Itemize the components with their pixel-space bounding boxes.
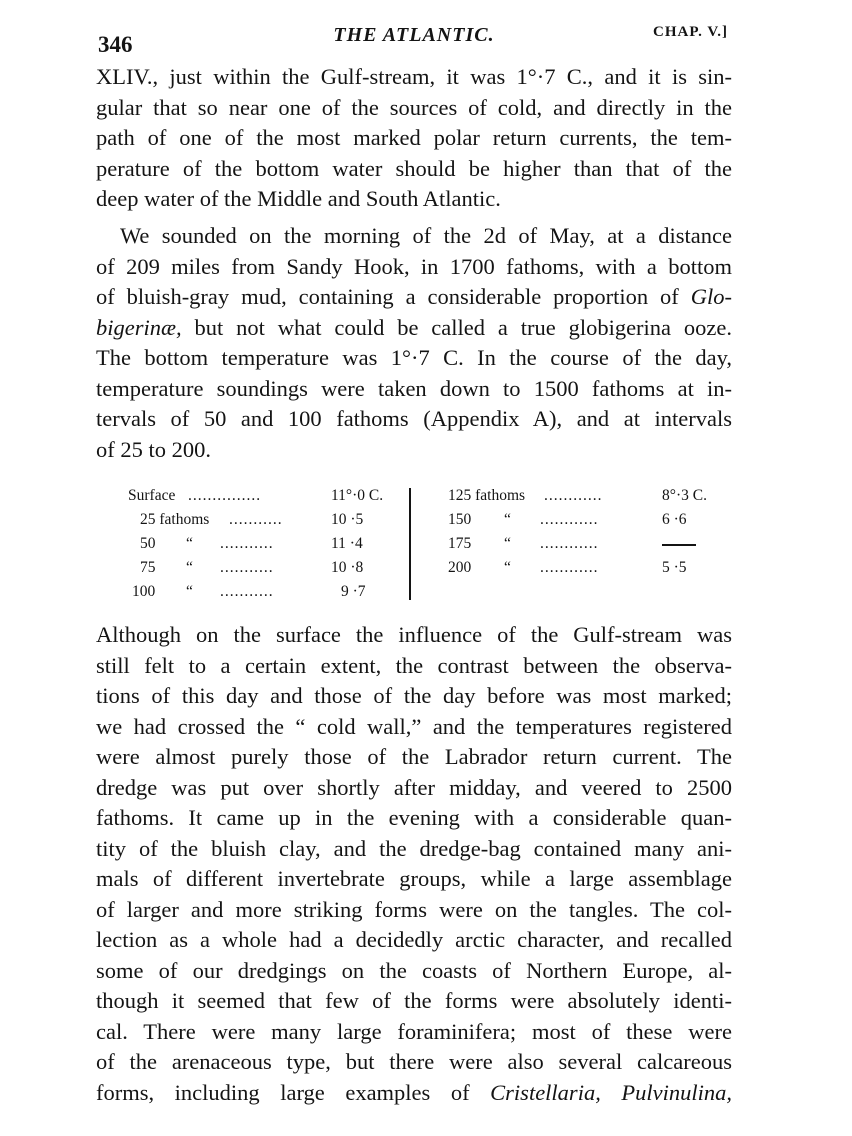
text-line: XLIV., just within the Gulf-stream, it was 1°·7 C., and it is sin-	[96, 64, 732, 89]
depth-cell: 75	[140, 559, 156, 576]
text-line: deep water of the Middle and South Atlantic.	[96, 186, 501, 211]
text-line: lection as a whole had a decidedly arctic character, and recalled	[96, 927, 732, 952]
table-row	[448, 508, 728, 532]
leader-dots: ............	[540, 559, 599, 576]
table-column-left	[128, 484, 403, 604]
temperature-cell: 11 ·4	[331, 535, 363, 552]
text-run: of bluish-gray mud, containing a considerable proportion of	[96, 284, 679, 309]
ditto-mark: “	[186, 583, 193, 600]
paragraph-dredge	[96, 620, 732, 1108]
leader-dots: ...............	[188, 487, 262, 504]
ditto-mark: “	[186, 535, 193, 552]
table-row	[448, 532, 728, 556]
temperature-table	[128, 484, 728, 608]
italic-term: Cristellaria,	[490, 1079, 601, 1105]
text-line: of larger and more striking forms were on the tangles. The col-	[96, 896, 732, 922]
temperature-cell: 9 ·7	[341, 583, 366, 600]
temperature-cell: 10 ·8	[331, 559, 364, 576]
text-line: tervals of 50 and 100 fathoms (Appendix A), and at intervals	[96, 406, 732, 431]
text-line: mals of different invertebrate groups, while a large assemblage	[96, 866, 732, 891]
temperature-cell: 5 ·5	[662, 559, 687, 576]
text-line: The bottom temperature was 1°·7 C. In the course of the day,	[96, 345, 732, 370]
text-line: gular that so near one of the sources of cold, and directly in the	[96, 94, 732, 120]
ditto-mark: “	[186, 559, 193, 576]
temperature-cell: 6 ·6	[662, 511, 687, 528]
running-title: THE ATLANTIC.	[333, 24, 495, 46]
page-number: 346	[98, 32, 133, 57]
text-line: were almost purely those of the Labrador return current. The	[96, 744, 732, 769]
italic-term: Pulvinulina,	[621, 1079, 733, 1105]
text-line: of 25 to 200.	[96, 436, 211, 462]
text-line: of 209 miles from Sandy Hook, in 1700 fathoms, with a bottom	[96, 253, 732, 279]
temperature-cell: 10 ·5	[331, 511, 364, 528]
ditto-mark: “	[504, 511, 511, 528]
depth-cell: 100	[132, 583, 156, 600]
text-line: perature of the bottom water should be higher than that of the	[96, 155, 732, 181]
table-row	[448, 556, 728, 580]
text-line: tity of the bluish clay, and the dredge-bag contained many ani-	[96, 835, 732, 861]
temperature-cell: 11°·0 C.	[331, 487, 384, 504]
text-line: we had crossed the “ cold wall,” and the temperatures registered	[96, 713, 732, 739]
text-line: Although on the surface the influence of the Gulf-stream was	[96, 622, 732, 647]
text-line: of the arenaceous type, but there were also several calcareous	[96, 1049, 732, 1074]
table-row	[128, 580, 403, 604]
text-line: We sounded on the morning of the 2d of May, at a distance	[120, 223, 732, 248]
page-header	[96, 24, 732, 58]
ditto-mark: “	[504, 535, 511, 552]
table-row	[128, 508, 403, 532]
depth-cell: 125 fathoms	[448, 487, 526, 504]
table-row	[448, 484, 728, 508]
text-line: some of our dredgings on the coasts of Northern Europe, al-	[96, 957, 732, 983]
text-line: fathoms. It came up in the evening with a considerable quan-	[96, 805, 732, 830]
paragraph-continuation	[96, 62, 732, 215]
table-row	[128, 532, 403, 556]
text-run: but not what could be called a true globigerina ooze.	[194, 314, 733, 340]
text-line: temperature soundings were taken down to 1500 fathoms at in-	[96, 375, 732, 401]
italic-term: Glo-	[690, 284, 732, 309]
leader-dots: ...........	[220, 535, 274, 552]
depth-cell: 200	[448, 559, 472, 576]
depth-cell: 25 fathoms	[140, 511, 210, 528]
leader-dots: ............	[540, 535, 599, 552]
leader-dots: ...........	[220, 583, 274, 600]
leader-dots: ............	[544, 487, 603, 504]
depth-cell: 150	[448, 511, 472, 528]
no-reading-dash	[662, 544, 696, 546]
table-row	[128, 556, 403, 580]
table-row	[128, 484, 403, 508]
text-line: cal. There were many large foraminifera; most of these were	[96, 1018, 732, 1044]
leader-dots: ...........	[220, 559, 274, 576]
ditto-mark: “	[504, 559, 511, 576]
column-divider	[409, 488, 411, 600]
text-line: still felt to a certain extent, the contrast between the observa-	[96, 652, 732, 678]
text-line: path of one of the most marked polar return currents, the tem-	[96, 125, 732, 150]
paragraph-soundings	[96, 221, 732, 465]
table-column-right	[448, 484, 728, 580]
leader-dots: ...........	[229, 511, 283, 528]
text-line	[96, 282, 732, 313]
text-run: forms, including large examples of	[96, 1079, 470, 1105]
leader-dots: ............	[540, 511, 599, 528]
depth-cell: 175	[448, 535, 472, 552]
text-line: dredge was put over shortly after midday, and veered to 2500	[96, 774, 732, 800]
chapter-reference: CHAP. V.]	[653, 24, 728, 40]
temperature-cell: 8°·3 C.	[662, 487, 707, 504]
text-line	[96, 1078, 732, 1109]
text-line: tions of this day and those of the day before was most marked;	[96, 683, 732, 708]
depth-cell: Surface	[128, 487, 176, 504]
depth-cell: 50	[140, 535, 156, 552]
text-line: though it seemed that few of the forms were absolutely identi-	[96, 988, 732, 1013]
italic-term: bigerinæ,	[96, 314, 182, 340]
text-line	[96, 313, 732, 344]
